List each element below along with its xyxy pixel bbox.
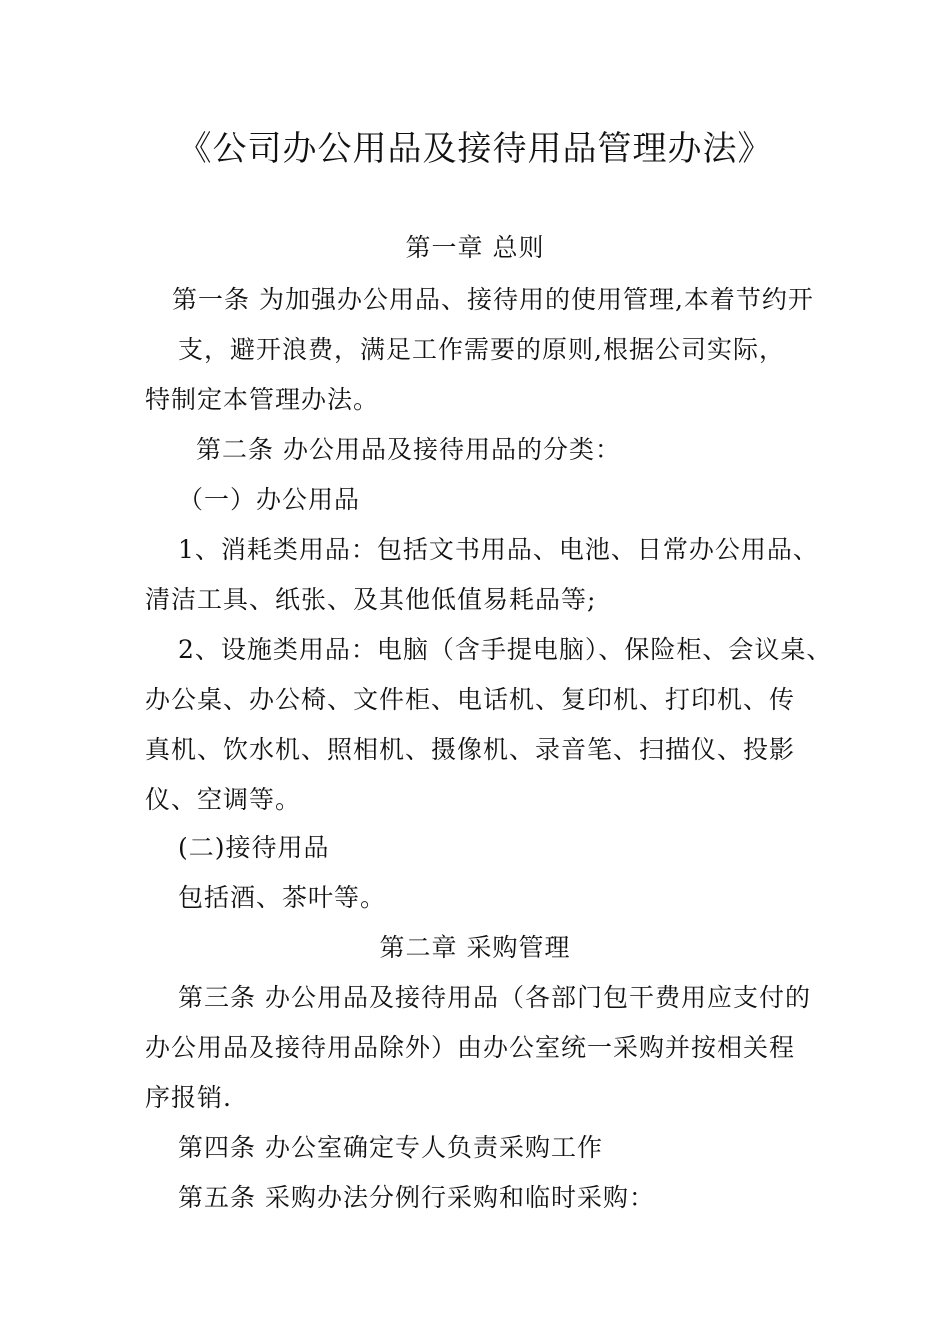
item-2-line-4: 仪、空调等。 (145, 785, 302, 814)
article-3-line-3: 序报销. (145, 1083, 232, 1112)
article-2-line-1: 第二条 办公用品及接待用品的分类： (196, 435, 621, 464)
item-2-line-3: 真机、饮水机、照相机、摄像机、录音笔、扫描仪、投影 (145, 735, 796, 764)
item-2-line-2: 办公桌、办公椅、文件柜、电话机、复印机、打印机、传 (145, 685, 796, 714)
article-1-line-2: 支，避开浪费，满足工作需要的原则,根据公司实际， (178, 335, 785, 364)
article-1-line-3: 特制定本管理办法。 (145, 385, 380, 414)
article-3-line-1: 第三条 办公用品及接待用品（各部门包干费用应支付的 (178, 983, 811, 1012)
chapter-1-heading: 第一章 总则 (405, 233, 545, 262)
item-2-line-1: 2、设施类用品：电脑（含手提电脑）、保险柜、会议桌、 (178, 635, 833, 664)
article-4: 第四条 办公室确定专人负责采购工作 (178, 1133, 603, 1162)
article-5: 第五条 采购办法分例行采购和临时采购： (178, 1183, 655, 1212)
section-reception-supplies-body: 包括酒、茶叶等。 (178, 883, 387, 912)
article-3-line-2: 办公用品及接待用品除外）由办公室统一采购并按相关程 (145, 1033, 796, 1062)
section-office-supplies-heading: （一）办公用品 (178, 485, 361, 514)
item-1-line-1: 1、消耗类用品：包括文书用品、电池、日常办公用品、 (178, 535, 819, 564)
document-title: 《公司办公用品及接待用品管理办法》 (177, 129, 773, 169)
article-1-line-1: 第一条 为加强办公用品、接待用的使用管理,本着节约开 (172, 285, 814, 314)
section-reception-supplies-heading: (二)接待用品 (178, 833, 330, 862)
item-1-line-2: 清洁工具、纸张、及其他低值易耗品等; (145, 585, 597, 614)
chapter-2-heading: 第二章 采购管理 (379, 933, 571, 962)
